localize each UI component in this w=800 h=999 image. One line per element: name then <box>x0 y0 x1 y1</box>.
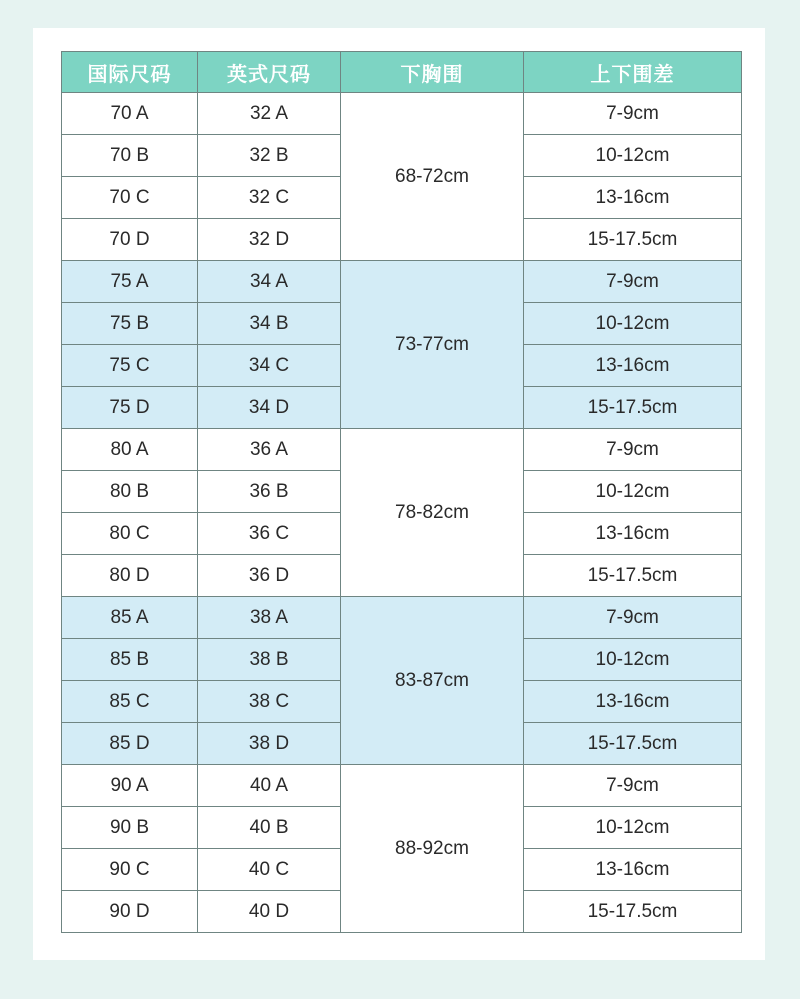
table-row <box>62 597 742 639</box>
underbust-cell: 83-87cm <box>341 597 524 765</box>
intl-size-cell: 85 D <box>62 723 198 765</box>
intl-size-cell: 70 D <box>62 219 198 261</box>
uk-size-cell: 34 C <box>198 345 341 387</box>
header-intl-size: 国际尺码 <box>62 52 198 93</box>
intl-size-cell: 90 C <box>62 849 198 891</box>
size-chart-body <box>62 93 742 933</box>
intl-size-cell: 70 B <box>62 135 198 177</box>
uk-size-cell: 38 B <box>198 639 341 681</box>
underbust-cell: 88-92cm <box>341 765 524 933</box>
table-row <box>62 261 742 303</box>
difference-cell: 10-12cm <box>524 135 742 177</box>
intl-size-cell: 70 C <box>62 177 198 219</box>
difference-cell: 13-16cm <box>524 345 742 387</box>
uk-size-cell: 40 D <box>198 891 341 933</box>
difference-cell: 10-12cm <box>524 471 742 513</box>
uk-size-cell: 32 B <box>198 135 341 177</box>
difference-cell: 7-9cm <box>524 597 742 639</box>
intl-size-cell: 70 A <box>62 93 198 135</box>
difference-cell: 10-12cm <box>524 639 742 681</box>
intl-size-cell: 80 A <box>62 429 198 471</box>
difference-cell: 15-17.5cm <box>524 219 742 261</box>
intl-size-cell: 75 C <box>62 345 198 387</box>
intl-size-cell: 85 C <box>62 681 198 723</box>
uk-size-cell: 36 A <box>198 429 341 471</box>
difference-cell: 10-12cm <box>524 303 742 345</box>
uk-size-cell: 32 D <box>198 219 341 261</box>
uk-size-cell: 32 C <box>198 177 341 219</box>
intl-size-cell: 85 A <box>62 597 198 639</box>
intl-size-cell: 80 B <box>62 471 198 513</box>
underbust-cell: 73-77cm <box>341 261 524 429</box>
uk-size-cell: 40 C <box>198 849 341 891</box>
table-row <box>62 429 742 471</box>
difference-cell: 15-17.5cm <box>524 891 742 933</box>
intl-size-cell: 80 C <box>62 513 198 555</box>
difference-cell: 13-16cm <box>524 849 742 891</box>
uk-size-cell: 36 C <box>198 513 341 555</box>
underbust-cell: 78-82cm <box>341 429 524 597</box>
uk-size-cell: 40 B <box>198 807 341 849</box>
difference-cell: 7-9cm <box>524 765 742 807</box>
intl-size-cell: 75 A <box>62 261 198 303</box>
intl-size-cell: 85 B <box>62 639 198 681</box>
difference-cell: 7-9cm <box>524 429 742 471</box>
difference-cell: 7-9cm <box>524 261 742 303</box>
underbust-cell: 68-72cm <box>341 93 524 261</box>
intl-size-cell: 75 D <box>62 387 198 429</box>
uk-size-cell: 38 C <box>198 681 341 723</box>
difference-cell: 15-17.5cm <box>524 387 742 429</box>
table-row <box>62 765 742 807</box>
header-uk-size: 英式尺码 <box>198 52 341 93</box>
intl-size-cell: 75 B <box>62 303 198 345</box>
size-chart-table <box>61 51 742 933</box>
difference-cell: 15-17.5cm <box>524 555 742 597</box>
header-bust-difference: 上下围差 <box>524 52 742 93</box>
intl-size-cell: 80 D <box>62 555 198 597</box>
uk-size-cell: 32 A <box>198 93 341 135</box>
uk-size-cell: 36 D <box>198 555 341 597</box>
uk-size-cell: 36 B <box>198 471 341 513</box>
header-row <box>62 52 742 93</box>
uk-size-cell: 38 A <box>198 597 341 639</box>
difference-cell: 13-16cm <box>524 681 742 723</box>
uk-size-cell: 34 D <box>198 387 341 429</box>
uk-size-cell: 40 A <box>198 765 341 807</box>
intl-size-cell: 90 A <box>62 765 198 807</box>
difference-cell: 13-16cm <box>524 177 742 219</box>
size-chart-table-wrap <box>61 51 742 933</box>
difference-cell: 10-12cm <box>524 807 742 849</box>
difference-cell: 7-9cm <box>524 93 742 135</box>
header-underbust: 下胸围 <box>341 52 524 93</box>
intl-size-cell: 90 D <box>62 891 198 933</box>
size-chart-card <box>33 28 765 960</box>
uk-size-cell: 38 D <box>198 723 341 765</box>
uk-size-cell: 34 B <box>198 303 341 345</box>
table-row <box>62 93 742 135</box>
difference-cell: 15-17.5cm <box>524 723 742 765</box>
intl-size-cell: 90 B <box>62 807 198 849</box>
difference-cell: 13-16cm <box>524 513 742 555</box>
uk-size-cell: 34 A <box>198 261 341 303</box>
